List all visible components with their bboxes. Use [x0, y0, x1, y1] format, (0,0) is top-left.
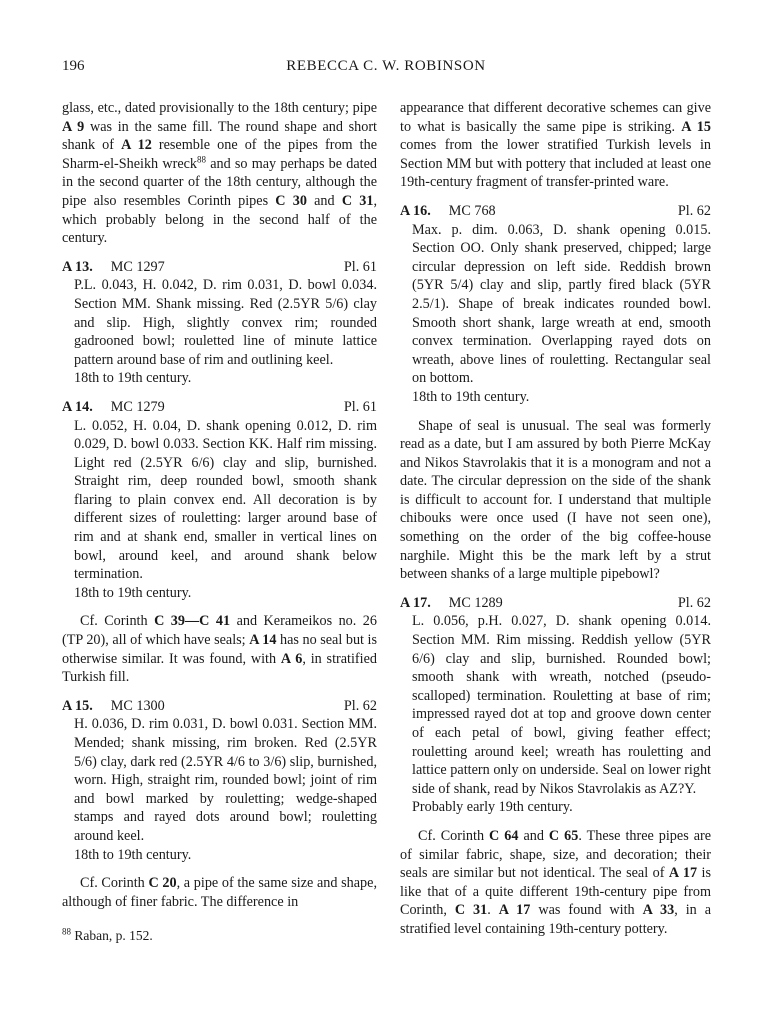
inventory-number: MC 768: [448, 202, 496, 219]
catalog-number: A 13.: [62, 258, 93, 275]
entry-description: Max. p. dim. 0.063, D. shank opening 0.015. Section OO. Only shank preserved, chipped; large circular depression on left side. Reddish brown (5YR 5/4) clay and slip, partly fired black (5YR 2.5/1). Shape of break indicates rounded bowl. Smooth short shank, large wreath at end, smooth convex termination. Overlapping rayed dots on wreath, above lines of rouletting. Rectangular seal on bottom.: [412, 221, 711, 387]
page-number: 196: [62, 58, 85, 74]
catalog-entry-a14: [62, 398, 377, 603]
comparison-paragraph-a17: Cf. Corinth C 64 and C 65. These three pipes are of similar fabric, shape, size, and decoration; their seals are similar but not identical. The seal of A 17 is like that of a quite different 19th-century pipe from Corinth, C 31. A 17 was found with A 33, in a stratified level containing 19th-century pottery.: [400, 827, 712, 937]
inventory-number: MC 1297: [110, 258, 165, 275]
inventory-number: MC 1289: [448, 594, 503, 611]
catalog-number: A 14.: [62, 398, 93, 415]
entry-description: H. 0.036, D. rim 0.031, D. bowl 0.031. Section MM. Mended; shank missing, rim broken. Red (2.5YR 5/6) clay, dark red (2.5YR 4/6 to 3/6) slip, burnished, worn. High, straight rim, rounded bowl; joint of rim and bowl marked by rouletting; wedge-shaped stamps and rayed dots around bowl; rouletting around keel.: [74, 716, 377, 844]
entry-date: 18th to 19th century.: [74, 584, 192, 601]
catalog-entry-a16: [400, 202, 711, 407]
seal-discussion-paragraph: Shape of seal is unusual. The seal was formerly read as a date, but I am assured by both Pierre McKay and Nikos Stavrolakis that it is a monogram and not a date. The circular depression on the side of the shank is difficult to account for. I understand that multiple chibouks were once used (I have not seen one), something on the order of the big coffee-house narghile. Might this be the mark left by a strut between shanks of a large multiple pipebowl?: [400, 417, 711, 583]
plate-reference: Pl. 61: [343, 258, 377, 275]
catalog-entry-a13: [62, 258, 377, 388]
entry-description: L. 0.056, p.H. 0.027, D. shank opening 0.014. Section MM. Rim missing. Reddish yellow (5YR 6/6) clay and slip, burnished. Rounded bowl; smooth shank with wreath, notched (pseudo-scalloped) termination. Rouletting at base of rim; impressed rayed dot at top and groove down center of each petal of bowl, giving feather effect; rouletting around keel; wreath has rouletting and lattice pattern only on underside. Seal on lower right side of shank, read by Nikos Stavrolakis as AZ?Y.: [412, 613, 711, 797]
entry-date: 18th to 19th century.: [74, 846, 192, 863]
right-column: [400, 99, 711, 949]
intro-paragraph: glass, etc., dated provisionally to the 18th century; pipe A 9 was in the same fill. The round shape and short shank of A 12 resemble one of the pipes from the Sharm-el-Sheikh wreck$^{88}$ and so may perhaps be dated in the second quarter of the 18th century, although the pipe also resembles Corinth pipes C 30 and C 31, which probably belong in the second half of the century.: [62, 100, 378, 247]
entry-date: Probably early 19th century.: [412, 799, 573, 816]
plate-reference: Pl. 61: [343, 398, 377, 415]
plate-reference: Pl. 62: [677, 594, 711, 611]
entry-date: 18th to 19th century.: [74, 370, 192, 387]
page-header: [62, 58, 710, 80]
footnote-ref[interactable]: 88: [197, 154, 207, 165]
inventory-number: MC 1279: [110, 398, 165, 415]
entry-date: 18th to 19th century.: [412, 388, 530, 405]
entry-heading: [400, 594, 711, 613]
catalog-number: A 17.: [400, 594, 431, 611]
plate-reference: Pl. 62: [677, 202, 711, 219]
entry-description: L. 0.052, H. 0.04, D. shank opening 0.012, D. rim 0.029, D. bowl 0.033. Section KK. Half rim missing. Light red (2.5YR 6/6) clay and slip, burnished. Straight rim, deep rounded bowl, smooth shank flaring to plain convex end. All decoration is by different sizes of rouletting: larger around base of rim and at shank end, smaller in vertical lines on bowl, around keel, and around shank below termination.: [74, 417, 377, 583]
footnote-number: 88: [62, 926, 71, 937]
plate-reference: Pl. 62: [343, 697, 377, 714]
inventory-number: MC 1300: [110, 697, 165, 714]
entry-heading: [400, 202, 711, 221]
comparison-paragraph-a15: Cf. Corinth C 20, a pipe of the same size and shape, although of finer fabric. The difference in: [62, 875, 377, 910]
entry-heading: [62, 398, 377, 417]
catalog-number: A 16.: [400, 202, 431, 219]
entry-heading: [62, 697, 377, 716]
left-column: [62, 99, 377, 921]
entry-description: P.L. 0.043, H. 0.042, D. rim 0.031, D. bowl 0.034. Section MM. Shank missing. Red (2.5YR 5/6) clay and slip. High, slightly convex rim; rounded gadrooned bowl; rouletted line of minute lattice pattern around base of rim and outlining keel.: [74, 277, 377, 368]
footnote: [62, 928, 377, 944]
comparison-paragraph-a14: Cf. Corinth C 39—C 41 and Kerameikos no. 26 (TP 20), all of which have seals; A 14 has no seal but is otherwise similar. It was found, with A 6, in stratified Turkish fill.: [62, 613, 378, 686]
running-head: REBECCA C. W. ROBINSON: [286, 58, 486, 74]
footnote-text: Raban, p. 152.: [71, 928, 153, 943]
continued-paragraph: appearance that different decorative schemes can give to what is basically the same pipe is striking. A 15 comes from the lower stratified Turkish levels in Section MM but with pottery that included at least one 19th-century fragment of transfer-printed ware.: [400, 100, 711, 191]
catalog-number: A 15.: [62, 697, 93, 714]
catalog-entry-a15: [62, 697, 377, 864]
catalog-entry-a17: [400, 594, 711, 817]
entry-heading: [62, 258, 377, 277]
